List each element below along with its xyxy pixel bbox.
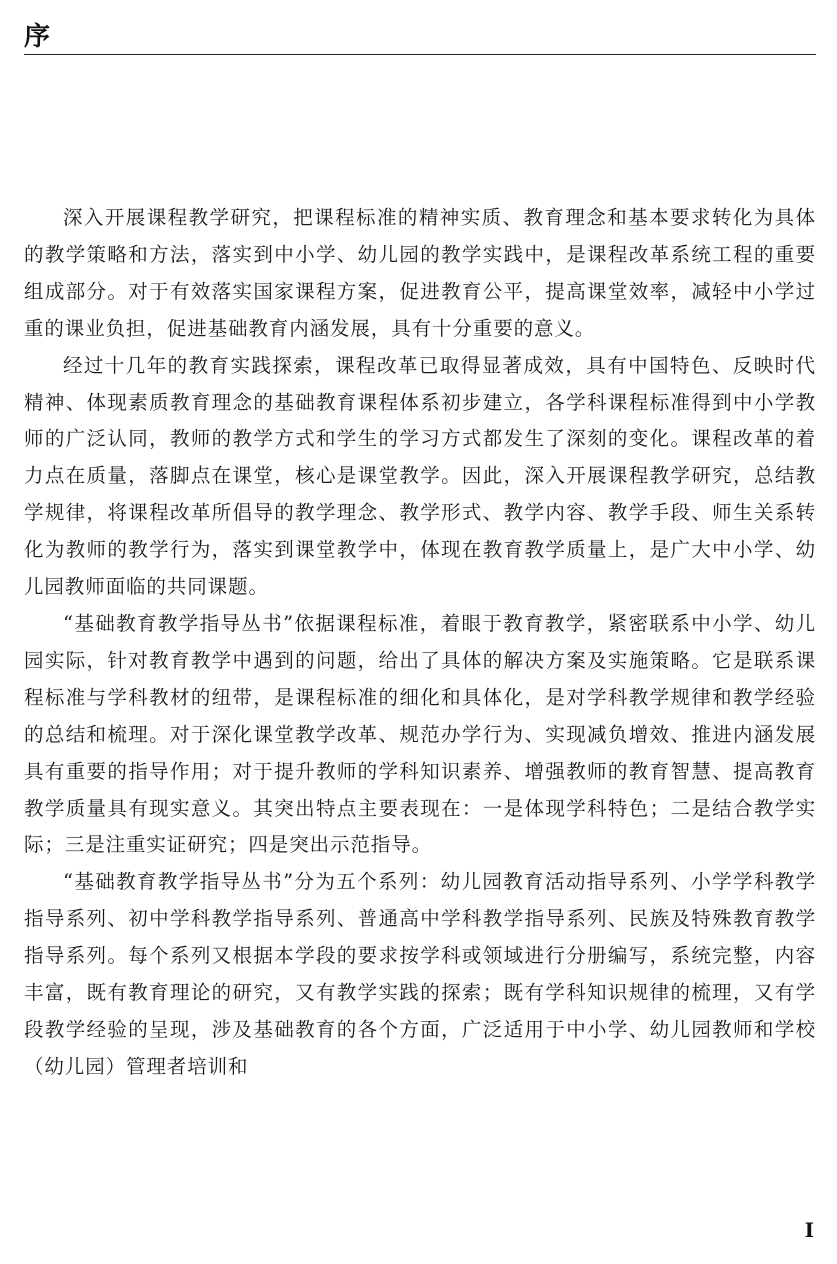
section-title: 序 xyxy=(24,22,51,52)
paragraph-1: 深入开展课程教学研究，把课程标准的精神实质、教育理念和基本要求转化为具体的教学策略和方法，落实到中小学、幼儿园的教学实践中，是课程改革系统工程的重要组成部分。对于有效落实国家课程方案，促进教育公平，提高课堂效率，减轻中小学过重的课业负担，促进基础教育内涵发展，具有十分重要的意义。 xyxy=(24,206,816,340)
page-header xyxy=(24,22,816,55)
page-number: I xyxy=(804,1218,814,1242)
body-text xyxy=(24,200,816,1086)
paragraph-2: 经过十几年的教育实践探索，课程改革已取得显著成效，具有中国特色、反映时代精神、体现素质教育理念的基础教育课程体系初步建立，各学科课程标准得到中小学教师的广泛认同，教师的教学方式和学生的学习方式都发生了深刻的变化。课程改革的着力点在质量，落脚点在课堂，核心是课堂教学。因此，深入开展课程教学研究，总结教学规律，将课程改革所倡导的教学理念、教学形式、教学内容、教学手段、师生关系转化为教师的教学行为，落实到课堂教学中，体现在教育教学质量上，是广大中小学、幼儿园教师面临的共同课题。 xyxy=(24,353,816,599)
paragraph-4: “基础教育教学指导丛书”分为五个系列：幼儿园教育活动指导系列、小学学科教学指导系列、初中学科教学指导系列、普通高中学科教学指导系列、民族及特殊教育教学指导系列。每个系列又根据本学段的要求按学科或领域进行分册编写，系统完整，内容丰富，既有教育理论的研究，又有教学实践的探索；既有学科知识规律的梳理，又有学段教学经验的呈现，涉及基础教育的各个方面，广泛适用于中小学、幼儿园教师和学校（幼儿园）管理者培训和 xyxy=(24,870,816,1078)
paragraph-3: “基础教育教学指导丛书”依据课程标准，着眼于教育教学，紧密联系中小学、幼儿园实际，针对教育教学中遇到的问题，给出了具体的解决方案及实施策略。它是联系课程标准与学科教材的纽带，是课程标准的细化和具体化，是对学科教学规律和教学经验的总结和梳理。对于深化课堂教学改革、规范办学行为、实现减负增效、推进内涵发展具有重要的指导作用；对于提升教师的学科知识素养、增强教师的教育智慧、提高教育教学质量具有现实意义。其突出特点主要表现在：一是体现学科特色；二是结合教学实际；三是注重实证研究；四是突出示范指导。 xyxy=(24,611,816,857)
